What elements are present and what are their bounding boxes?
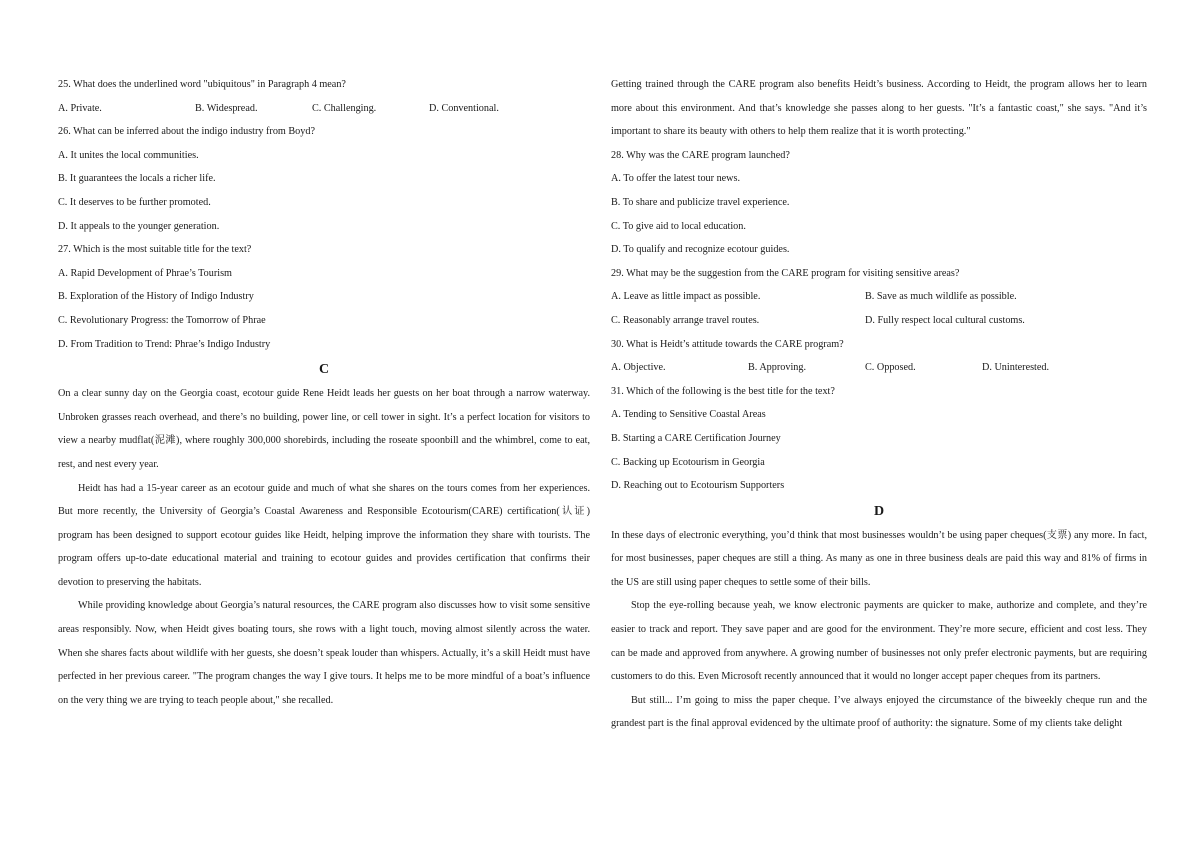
question-29-stem: 29. What may be the suggestion from the CARE program for visiting sensitive areas? [611, 267, 960, 279]
question-29-option-a: A. Leave as little impact as possible. [611, 291, 761, 303]
question-30-stem: 30. What is Heidt’s attitude towards the CARE program? [611, 338, 844, 350]
question-29-option-c: C. Reasonably arrange travel routes. [611, 314, 760, 326]
question-27-option-c: C. Revolutionary Progress: the Tomorrow of Phrae [58, 314, 266, 326]
question-26-option-d: D. It appeals to the younger generation. [58, 220, 220, 232]
question-29-option-b: B. Save as much wildlife as possible. [865, 291, 1017, 303]
question-25-option-a: A. Private. [58, 102, 102, 114]
question-25-option-c: C. Challenging. [312, 102, 377, 114]
section-c-paragraph-1: On a clear sunny day on the Georgia coast, ecotour guide Rene Heidt leads her guests on her boat through a narrow waterway. Unbroken grasses reach overhead, and there’s no building, power line, or cell tower in sight. It’s a perfect location for visitors to view a nearby mudflat(泥滩), where roughly 300,000 shorebirds, including the roseate spoonbill and the whimbrel, come to eat, rest, and nest every year. [58, 388, 590, 470]
question-27-option-d: D. From Tradition to Trend: Phrae’s Indigo Industry [58, 338, 271, 350]
question-30-option-b: B. Approving. [748, 362, 807, 374]
question-25-stem: 25. What does the underlined word "ubiquitous" in Paragraph 4 mean? [58, 79, 346, 90]
question-26-option-c: C. It deserves to be further promoted. [58, 196, 211, 208]
question-26-stem: 26. What can be inferred about the indigo industry from Boyd? [58, 126, 315, 138]
section-d-heading: D [873, 503, 885, 519]
question-31-option-c: C. Backing up Ecotourism in Georgia [611, 456, 765, 468]
question-28-option-a: A. To offer the latest tour news. [611, 173, 741, 185]
question-29-options-row-2 [611, 309, 1147, 333]
question-30-options [611, 356, 1147, 380]
question-25-options [58, 97, 590, 121]
section-c-heading: C [318, 362, 330, 378]
question-27-option-a: A. Rapid Development of Phrae’s Tourism [58, 267, 232, 279]
question-27-option-b: B. Exploration of the History of Indigo Industry [58, 291, 254, 303]
question-26-option-a: A. It unites the local communities. [58, 149, 199, 161]
section-c-paragraph-2: Heidt has had a 15-year career as an ecotour guide and much of what she shares on the tours comes from her experiences. But more recently, the University of Georgia’s Coastal Awareness and Responsible Ecotourism(CARE) certification(认证) program has been designed to support ecotour guides like Heidt, helping improve the information they share with tourists. The program offers up-to-date educational material and training to ecotour guides and provides certification that confirms their devotion to preserving the habitats. [58, 482, 590, 588]
question-28-stem: 28. Why was the CARE program launched? [611, 149, 790, 161]
question-27-stem: 27. Which is the most suitable title for the text? [58, 244, 252, 256]
section-c-paragraph-3: While providing knowledge about Georgia’s natural resources, the CARE program also discusses how to visit some sensitive areas responsibly. Now, when Heidt gives boating tours, she rows with a light touch, moving almost silently across the water. When she shares facts about wildlife with her guests, she doesn’t speak louder than whispers. Actually, it’s a skill Heidt must have perfected in her previous career. "The program changes the way I give tours. It helps me to be more mindful of a boat’s influence on the very thing we are trying to teach people about," she recalled. [58, 600, 590, 706]
question-29-option-d: D. Fully respect local cultural customs. [865, 314, 1025, 326]
question-25-option-d: D. Conventional. [429, 102, 499, 114]
question-26-option-b: B. It guarantees the locals a richer life. [58, 173, 216, 185]
question-29-options-row-1 [611, 285, 1147, 309]
section-d-paragraph-1: In these days of electronic everything, you’d think that most businesses wouldn’t be using paper cheques(支票) any more. In fact, for most businesses, paper cheques are still a thing. As many as one in three business deals are paid this way and 81% of firms in the US are still using paper cheques to settle some of their bills. [611, 529, 1147, 588]
left-column [58, 73, 590, 712]
question-30-option-d: D. Uninterested. [982, 362, 1050, 374]
question-28-option-b: B. To share and publicize travel experience. [611, 196, 790, 208]
question-31-option-a: A. Tending to Sensitive Coastal Areas [611, 409, 766, 421]
section-d-paragraph-3: But still... I’m going to miss the paper cheque. I’ve always enjoyed the circumstance of the biweekly cheque run and the grandest part is the final approval evidenced by the ultimate proof of authority: the signature. Some of my clients take delight [611, 694, 1147, 730]
question-28-option-c: C. To give aid to local education. [611, 220, 746, 232]
question-25-option-b: B. Widespread. [195, 102, 258, 114]
question-31-option-d: D. Reaching out to Ecotourism Supporters [611, 480, 785, 492]
section-c-paragraph-4: Getting trained through the CARE program also benefits Heidt’s business. According to Heidt, the program allows her to learn more about this environment. And that’s knowledge she passes along to her guests. "It’s a fantastic coast," she says. "And it’s important to share its beauty with others to help them realize that it is worth protecting." [611, 79, 1147, 138]
question-30-option-c: C. Opposed. [865, 362, 916, 374]
section-d-paragraph-2: Stop the eye-rolling because yeah, we know electronic payments are quicker to make, authorize and complete, and they’re easier to track and report. They save paper and are good for the environment. They’re more secure, efficient and cost less. They can be made and approved from anywhere. A growing number of businesses not only prefer electronic payments, but are requiring customers to do this. Even Microsoft recently announced that it would no longer accept paper cheques from its partners. [611, 600, 1147, 683]
question-31-stem: 31. Which of the following is the best title for the text? [611, 385, 835, 397]
question-28-option-d: D. To qualify and recognize ecotour guides. [611, 244, 790, 256]
question-30-option-a: A. Objective. [611, 362, 666, 374]
question-31-option-b: B. Starting a CARE Certification Journey [611, 432, 781, 444]
right-column [611, 73, 1147, 736]
